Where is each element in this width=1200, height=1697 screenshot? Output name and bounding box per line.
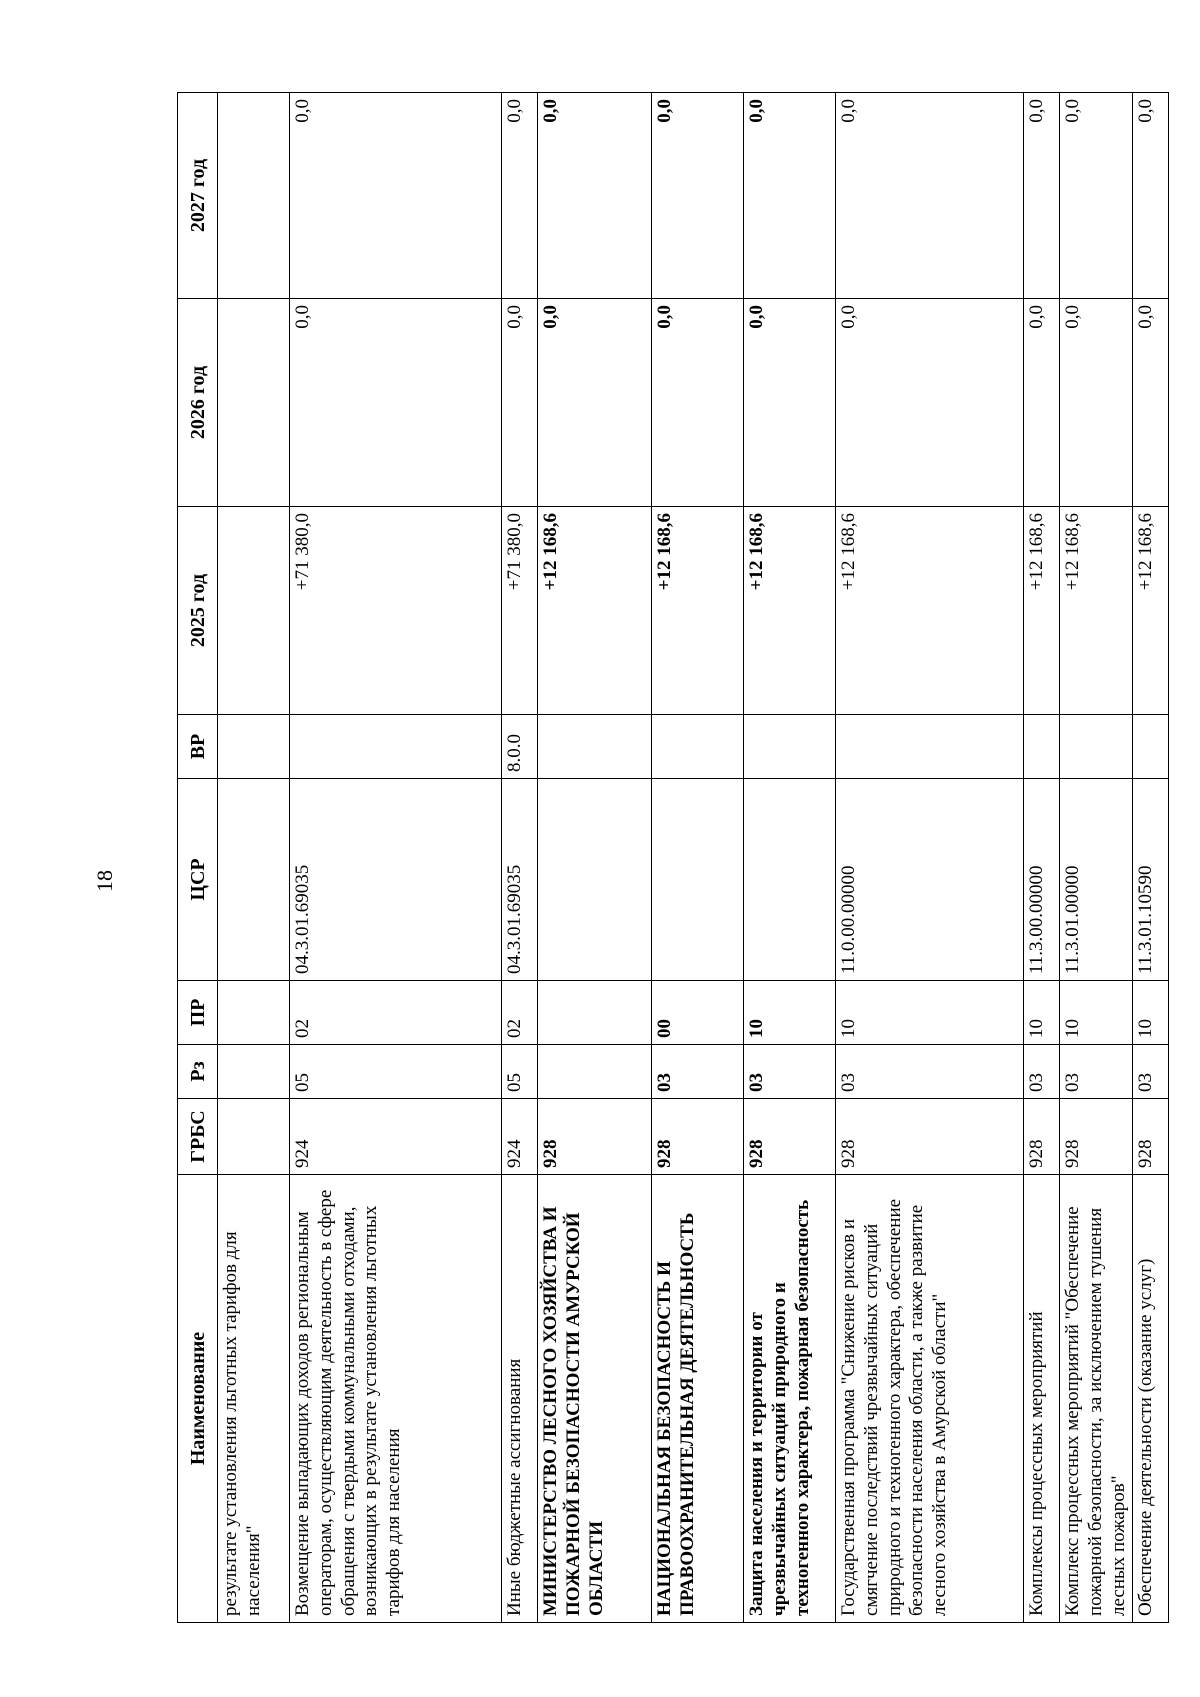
cell-vr bbox=[1133, 715, 1169, 779]
cell-csr: 04.3.01.69035 bbox=[502, 779, 538, 981]
table-header-row bbox=[178, 93, 218, 1623]
cell-grbs: 928 bbox=[652, 1099, 744, 1175]
table-row bbox=[502, 93, 538, 1623]
cell-csr bbox=[744, 779, 836, 981]
cell-2025: +12 168,6 bbox=[652, 507, 744, 715]
cell-2027: 0,0 bbox=[538, 93, 652, 299]
cell-2026: 0,0 bbox=[538, 299, 652, 507]
header-csr: ЦСР bbox=[178, 779, 218, 981]
cell-vr bbox=[290, 715, 502, 779]
cell-2025: +71 380,0 bbox=[290, 507, 502, 715]
cell-rz: 03 bbox=[1024, 1045, 1060, 1099]
cell-pr: 10 bbox=[836, 981, 1024, 1045]
cell-csr bbox=[218, 779, 290, 981]
header-2026: 2026 год bbox=[178, 299, 218, 507]
cell-2026 bbox=[218, 299, 290, 507]
table-row bbox=[1024, 93, 1060, 1623]
cell-2025: +12 168,6 bbox=[538, 507, 652, 715]
header-vr: ВР bbox=[178, 715, 218, 779]
table-row bbox=[652, 93, 744, 1623]
header-name: Наименование bbox=[178, 1175, 218, 1623]
cell-csr: 04.3.01.69035 bbox=[290, 779, 502, 981]
cell-2025: +71 380,0 bbox=[502, 507, 538, 715]
cell-vr bbox=[652, 715, 744, 779]
cell-2027: 0,0 bbox=[1024, 93, 1060, 299]
cell-vr bbox=[218, 715, 290, 779]
cell-vr bbox=[744, 715, 836, 779]
cell-2025: +12 168,6 bbox=[836, 507, 1024, 715]
cell-2026: 0,0 bbox=[836, 299, 1024, 507]
cell-name: Обеспечение деятельности (оказание услуг) bbox=[1133, 1175, 1169, 1623]
cell-grbs: 928 bbox=[1133, 1099, 1169, 1175]
header-pr: ПР bbox=[178, 981, 218, 1045]
cell-grbs: 924 bbox=[502, 1099, 538, 1175]
cell-rz: 05 bbox=[502, 1045, 538, 1099]
header-grbs: ГРБС bbox=[178, 1099, 218, 1175]
cell-vr bbox=[1024, 715, 1060, 779]
cell-pr: 10 bbox=[1024, 981, 1060, 1045]
cell-2027: 0,0 bbox=[1060, 93, 1133, 299]
cell-2025: +12 168,6 bbox=[1024, 507, 1060, 715]
table-row bbox=[218, 93, 290, 1623]
cell-grbs: 928 bbox=[1024, 1099, 1060, 1175]
cell-rz: 03 bbox=[1060, 1045, 1133, 1099]
cell-grbs: 928 bbox=[1060, 1099, 1133, 1175]
header-2027: 2027 год bbox=[178, 93, 218, 299]
cell-rz bbox=[218, 1045, 290, 1099]
page-number: 18 bbox=[92, 870, 117, 892]
cell-name: Возмещение выпадающих доходов региональным операторам, осуществляющим деятельность в сфере обращения с твердыми коммунальными отходами, возникающих в результате установления льготных тарифов для населения bbox=[290, 1175, 502, 1623]
cell-pr: 10 bbox=[1133, 981, 1169, 1045]
cell-2027: 0,0 bbox=[744, 93, 836, 299]
cell-name: МИНИСТЕРСТВО ЛЕСНОГО ХОЗЯЙСТВА И ПОЖАРНОЙ БЕЗОПАСНОСТИ АМУРСКОЙ ОБЛАСТИ bbox=[538, 1175, 652, 1623]
cell-2026: 0,0 bbox=[502, 299, 538, 507]
cell-2025: +12 168,6 bbox=[1060, 507, 1133, 715]
cell-2027: 0,0 bbox=[1133, 93, 1169, 299]
cell-pr bbox=[218, 981, 290, 1045]
cell-grbs: 928 bbox=[744, 1099, 836, 1175]
budget-table bbox=[177, 92, 1169, 1623]
cell-pr bbox=[538, 981, 652, 1045]
budget-table-container bbox=[177, 93, 1157, 1623]
cell-rz: 05 bbox=[290, 1045, 502, 1099]
cell-pr: 02 bbox=[502, 981, 538, 1045]
cell-name: Иные бюджетные ассигнования bbox=[502, 1175, 538, 1623]
cell-name: Государственная программа "Снижение рисков и смягчение последствий чрезвычайных ситуаций природного и техногенного характера, обеспечение безопасности населения области, а также развитие лесного хозяйства в Амурской области" bbox=[836, 1175, 1024, 1623]
cell-2027: 0,0 bbox=[502, 93, 538, 299]
cell-2026: 0,0 bbox=[1133, 299, 1169, 507]
cell-pr: 10 bbox=[1060, 981, 1133, 1045]
cell-2027: 0,0 bbox=[836, 93, 1024, 299]
cell-2025: +12 168,6 bbox=[1133, 507, 1169, 715]
cell-rz: 03 bbox=[1133, 1045, 1169, 1099]
table-row bbox=[744, 93, 836, 1623]
cell-vr bbox=[538, 715, 652, 779]
table-row bbox=[538, 93, 652, 1623]
cell-rz bbox=[538, 1045, 652, 1099]
cell-2025: +12 168,6 bbox=[744, 507, 836, 715]
cell-vr bbox=[836, 715, 1024, 779]
header-2025: 2025 год bbox=[178, 507, 218, 715]
cell-rz: 03 bbox=[744, 1045, 836, 1099]
cell-csr: 11.3.01.00000 bbox=[1060, 779, 1133, 981]
cell-pr: 10 bbox=[744, 981, 836, 1045]
cell-grbs bbox=[218, 1099, 290, 1175]
cell-grbs: 924 bbox=[290, 1099, 502, 1175]
cell-2027: 0,0 bbox=[652, 93, 744, 299]
cell-2026: 0,0 bbox=[1060, 299, 1133, 507]
cell-grbs: 928 bbox=[538, 1099, 652, 1175]
cell-csr: 11.0.00.00000 bbox=[836, 779, 1024, 981]
cell-csr bbox=[538, 779, 652, 981]
cell-rz: 03 bbox=[836, 1045, 1024, 1099]
cell-grbs: 928 bbox=[836, 1099, 1024, 1175]
table-row bbox=[836, 93, 1024, 1623]
cell-name: Комплексы процессных мероприятий bbox=[1024, 1175, 1060, 1623]
table-row bbox=[1060, 93, 1133, 1623]
cell-name: результате установления льготных тарифов для населения" bbox=[218, 1175, 290, 1623]
table-row bbox=[290, 93, 502, 1623]
cell-pr: 00 bbox=[652, 981, 744, 1045]
cell-name: НАЦИОНАЛЬНАЯ БЕЗОПАСНОСТЬ И ПРАВООХРАНИТЕЛЬНАЯ ДЕЯТЕЛЬНОСТЬ bbox=[652, 1175, 744, 1623]
cell-name: Комплекс процессных мероприятий "Обеспечение пожарной безопасности, за исключением тушения лесных пожаров" bbox=[1060, 1175, 1133, 1623]
cell-2027 bbox=[218, 93, 290, 299]
table-body bbox=[218, 93, 1169, 1623]
cell-2025 bbox=[218, 507, 290, 715]
cell-2026: 0,0 bbox=[290, 299, 502, 507]
cell-pr: 02 bbox=[290, 981, 502, 1045]
cell-vr: 8.0.0 bbox=[502, 715, 538, 779]
cell-2026: 0,0 bbox=[744, 299, 836, 507]
header-rz: Рз bbox=[178, 1045, 218, 1099]
cell-csr bbox=[652, 779, 744, 981]
cell-rz: 03 bbox=[652, 1045, 744, 1099]
cell-2026: 0,0 bbox=[1024, 299, 1060, 507]
cell-csr: 11.3.00.00000 bbox=[1024, 779, 1060, 981]
cell-2026: 0,0 bbox=[652, 299, 744, 507]
cell-2027: 0,0 bbox=[290, 93, 502, 299]
cell-csr: 11.3.01.10590 bbox=[1133, 779, 1169, 981]
cell-name: Защита населения и территории от чрезвычайных ситуаций природного и техногенного характера, пожарная безопасность bbox=[744, 1175, 836, 1623]
cell-vr bbox=[1060, 715, 1133, 779]
table-row bbox=[1133, 93, 1169, 1623]
